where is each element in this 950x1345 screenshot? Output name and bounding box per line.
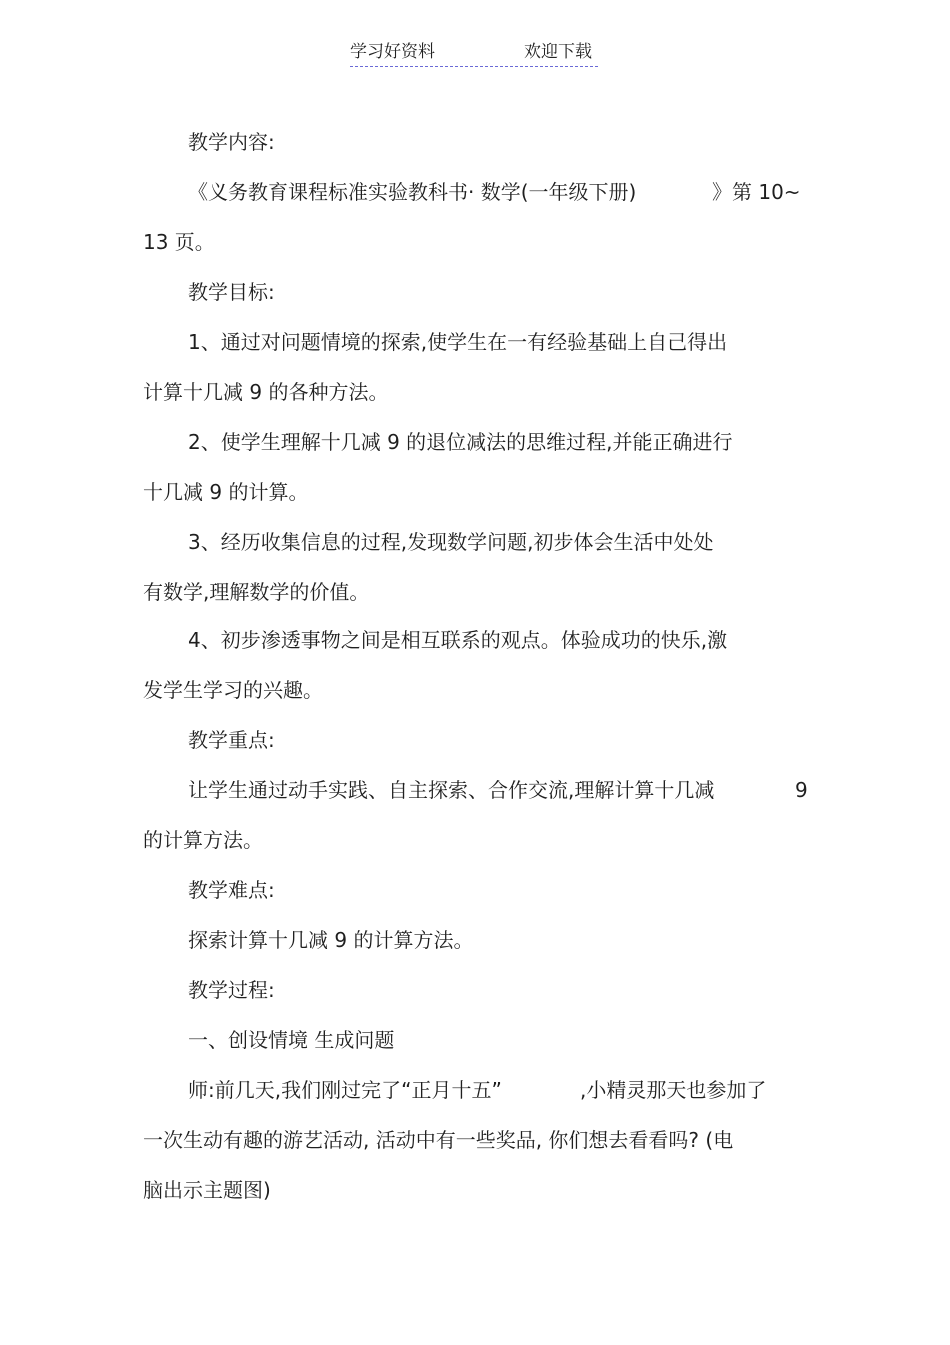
content-heading: 教学内容: bbox=[188, 130, 275, 154]
process-heading: 教学过程: bbox=[188, 978, 275, 1002]
teacher-line-1b: ,小精灵那天也参加了 bbox=[580, 1078, 767, 1102]
key-points-line-1: 让学生通过动手实践、自主探索、合作交流,理解计算十几减 bbox=[188, 778, 715, 802]
key-points-number: 9 bbox=[795, 778, 808, 802]
teacher-line-1a: 师:前几天,我们刚过完了“正月十五” bbox=[188, 1078, 502, 1102]
goal-4-line-2: 发学生学习的兴趣。 bbox=[143, 678, 323, 702]
goal-1-line-1: 1、通过对问题情境的探索,使学生在一有经验基础上自己得出 bbox=[188, 330, 728, 354]
goal-1-line-2: 计算十几减 9 的各种方法。 bbox=[143, 380, 389, 404]
header-left-text: 学习好资料 bbox=[350, 42, 435, 62]
textbook-title-a: 《义务教育课程标准实验教科书· 数学(一年级下册) bbox=[188, 180, 637, 204]
textbook-title-b: 》第 10~ bbox=[712, 180, 801, 204]
key-points-line-2: 的计算方法。 bbox=[143, 828, 263, 852]
header-right-text: 欢迎下载 bbox=[524, 42, 592, 62]
goal-2-line-2: 十几减 9 的计算。 bbox=[143, 480, 309, 504]
goal-3-line-1: 3、经历收集信息的过程,发现数学问题,初步体会生活中处处 bbox=[188, 530, 714, 554]
key-points-heading: 教学重点: bbox=[188, 728, 275, 752]
goal-2-line-1: 2、使学生理解十几减 9 的退位减法的思维过程,并能正确进行 bbox=[188, 430, 733, 454]
goal-4-line-1: 4、初步渗透事物之间是相互联系的观点。体验成功的快乐,激 bbox=[188, 628, 728, 652]
page-header bbox=[350, 40, 598, 67]
difficulty-text: 探索计算十几减 9 的计算方法。 bbox=[188, 928, 474, 952]
difficulty-heading: 教学难点: bbox=[188, 878, 275, 902]
teacher-line-2: 一次生动有趣的游艺活动, 活动中有一些奖品, 你们想去看看吗? (电 bbox=[143, 1128, 734, 1152]
goals-heading: 教学目标: bbox=[188, 280, 275, 304]
textbook-pages: 13 页。 bbox=[143, 230, 215, 254]
section-1-title: 一、创设情境 生成问题 bbox=[188, 1028, 395, 1052]
teacher-line-3: 脑出示主题图) bbox=[143, 1178, 271, 1202]
goal-3-line-2: 有数学,理解数学的价值。 bbox=[143, 580, 370, 604]
